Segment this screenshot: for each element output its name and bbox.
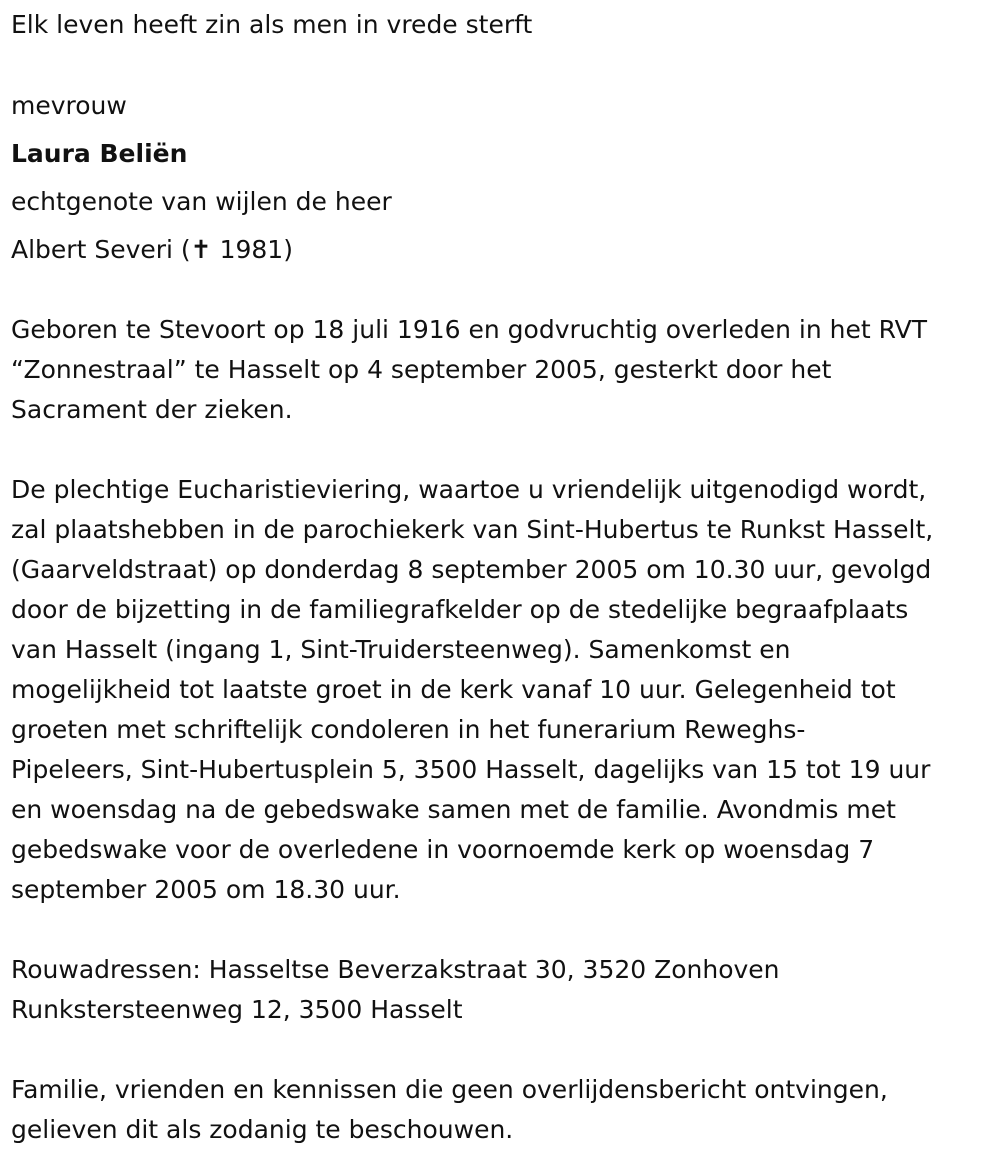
address-line: Rouwadressen: Hasseltse Beverzakstraat 30, 3520 Zonhoven	[11, 955, 780, 984]
ceremony-line: Pipeleers, Sint-Hubertusplein 5, 3500 Hasselt, dagelijks van 15 tot 19 uur	[11, 755, 931, 784]
ceremony-line: (Gaarveldstraat) op donderdag 8 september 2005 om 10.30 uur, gevolgd	[11, 555, 932, 584]
address-line: Runkstersteenweg 12, 3500 Hasselt	[11, 995, 463, 1024]
deceased-title: mevrouw	[11, 91, 127, 120]
closing-line: Familie, vrienden en kennissen die geen overlijdensbericht ontvingen,	[11, 1075, 888, 1104]
ceremony-line: De plechtige Eucharistieviering, waartoe u vriendelijk uitgenodigd wordt,	[11, 475, 927, 504]
ceremony-line: door de bijzetting in de familiegrafkelder op de stedelijke begraafplaats	[11, 595, 909, 624]
deceased-relation: echtgenote van wijlen de heer	[11, 187, 392, 216]
birth-death-line: “Zonnestraal” te Hasselt op 4 september 2005, gesterkt door het	[11, 355, 832, 384]
ceremony-line: zal plaatshebben in de parochiekerk van Sint-Hubertus te Runkst Hasselt,	[11, 515, 934, 544]
deceased-spouse: Albert Severi (✝ 1981)	[11, 235, 293, 264]
ceremony-line: gebedswake voor de overledene in voornoemde kerk op woensdag 7	[11, 835, 875, 864]
motto: Elk leven heeft zin als men in vrede sterft	[11, 10, 533, 39]
ceremony-line: groeten met schriftelijk condoleren in het funerarium Reweghs-	[11, 715, 806, 744]
birth-death-line: Sacrament der zieken.	[11, 395, 293, 424]
birth-death-line: Geboren te Stevoort op 18 juli 1916 en godvruchtig overleden in het RVT	[11, 315, 927, 344]
ceremony-line: september 2005 om 18.30 uur.	[11, 875, 401, 904]
closing-line: gelieven dit als zodanig te beschouwen.	[11, 1115, 514, 1144]
deceased-name: Laura Beliën	[11, 139, 188, 168]
ceremony-line: van Hasselt (ingang 1, Sint-Truidersteenweg). Samenkomst en	[11, 635, 791, 664]
ceremony-line: mogelijkheid tot laatste groet in de kerk vanaf 10 uur. Gelegenheid tot	[11, 675, 896, 704]
ceremony-line: en woensdag na de gebedswake samen met de familie. Avondmis met	[11, 795, 896, 824]
